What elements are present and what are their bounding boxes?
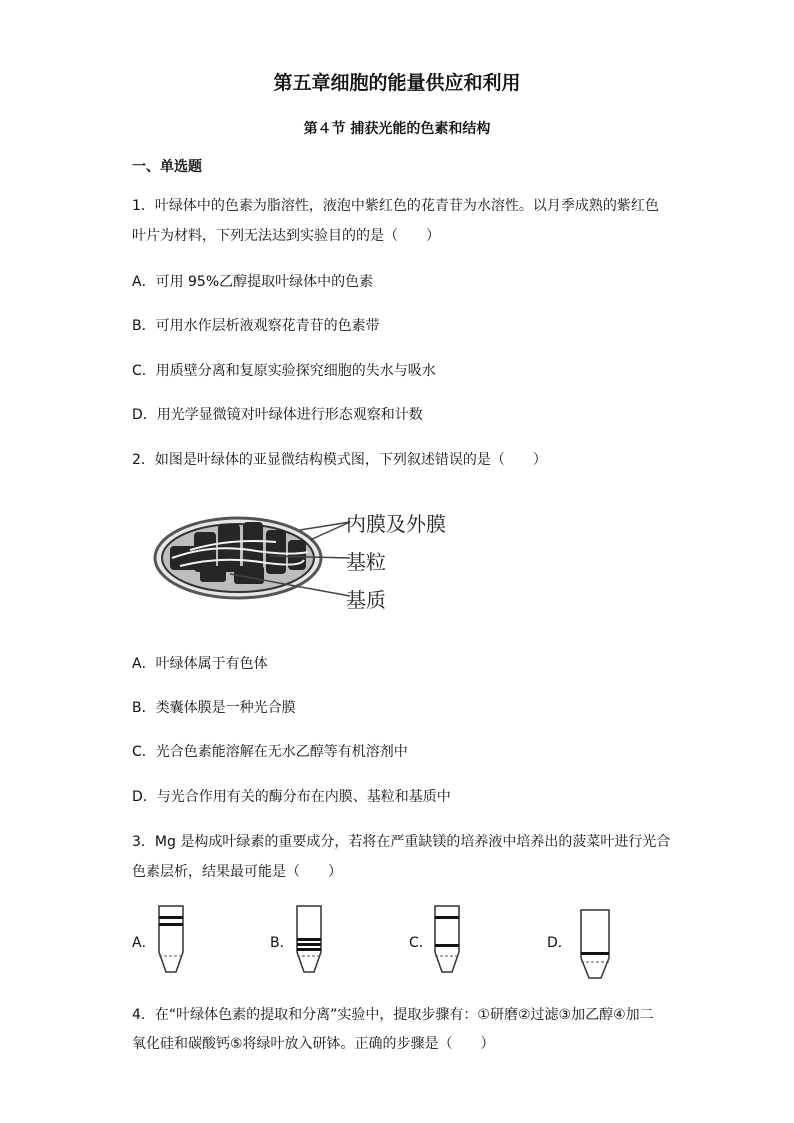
- q2-option-c: C．光合色素能溶解在无水乙醇等有机溶剂中: [132, 744, 408, 760]
- label-membrane: 内膜及外膜: [346, 512, 446, 536]
- q2-option-d: D．与光合作用有关的酶分布在内膜、基粒和基质中: [132, 789, 451, 805]
- q3-option-d-tube: [578, 908, 612, 982]
- q4-stem-line1: 4．在“叶绿体色素的提取和分离”实验中，提取步骤有：①研磨②过滤③加乙醇④加二: [132, 1007, 654, 1023]
- label-stroma: 基质: [346, 588, 386, 612]
- q1-option-b: B．可用水作层析液观察花青苷的色素带: [132, 318, 380, 334]
- q1-stem-line2: 叶片为材料，下列无法达到实验目的的是（ ）: [132, 228, 440, 244]
- q1-stem-line1: 1．叶绿体中的色素为脂溶性，液泡中紫红色的花青苷为水溶性。以月季成熟的紫红色: [132, 198, 659, 214]
- q3-option-a-letter: A．: [132, 935, 156, 951]
- page-subtitle: 第４节 捕获光能的色素和结构: [303, 121, 491, 137]
- q3-option-b-tube: [294, 904, 324, 976]
- chloroplast-figure: [150, 500, 470, 612]
- q1-option-d: D．用光学显微镜对叶绿体进行形态观察和计数: [132, 407, 423, 423]
- q3-option-c-tube: [432, 904, 462, 976]
- section-heading: 一、单选题: [132, 159, 202, 175]
- q3-option-d-letter: D．: [547, 935, 572, 951]
- q3-option-a-tube: [156, 904, 186, 976]
- q3-option-c-letter: C．: [409, 935, 433, 951]
- q1-option-a: A．可用 95%乙醇提取叶绿体中的色素: [132, 274, 374, 290]
- page-title: 第五章细胞的能量供应和利用: [273, 72, 521, 94]
- q2-option-a: A．叶绿体属于有色体: [132, 656, 268, 672]
- q1-option-c: C．用质壁分离和复原实验探究细胞的失水与吸水: [132, 363, 436, 379]
- label-grana: 基粒: [346, 550, 386, 574]
- q2-stem-line1: 2．如图是叶绿体的亚显微结构模式图，下列叙述错误的是（ ）: [132, 452, 547, 468]
- q3-stem-line1: 3．Mg 是构成叶绿素的重要成分，若将在严重缺镁的培养液中培养出的菠菜叶进行光合: [132, 834, 671, 850]
- q3-option-b-letter: B．: [270, 935, 294, 951]
- q4-stem-line2: 氧化硅和碳酸钙⑤将绿叶放入研钵。正确的步骤是（ ）: [132, 1036, 495, 1052]
- q2-option-b: B．类囊体膜是一种光合膜: [132, 700, 296, 716]
- q3-stem-line2: 色素层析，结果最可能是（ ）: [132, 864, 342, 880]
